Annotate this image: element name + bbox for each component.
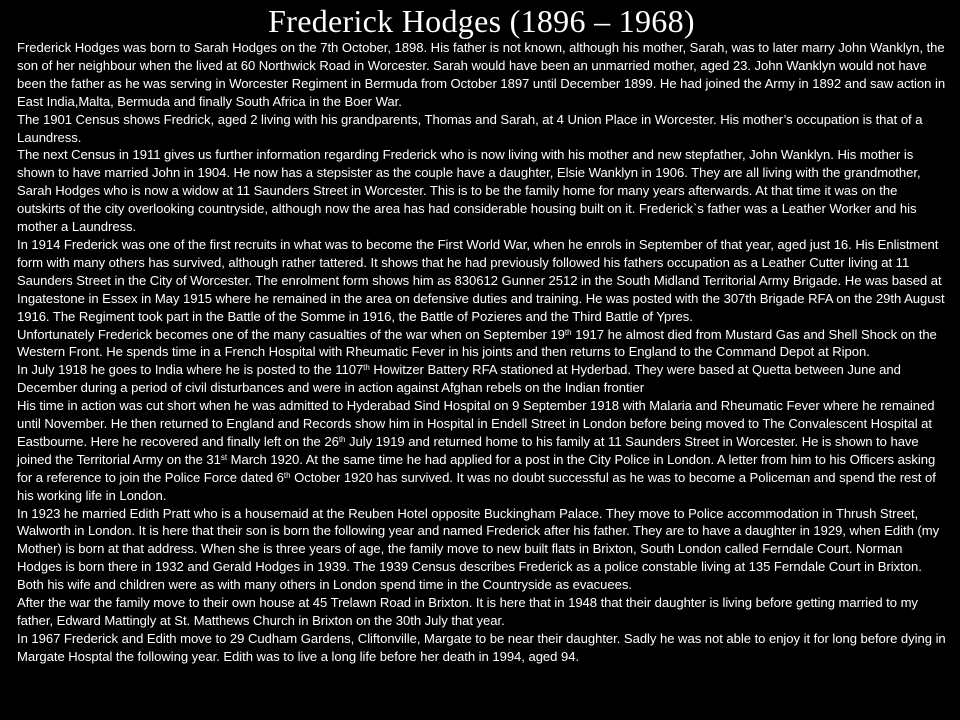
paragraph [17,39,946,111]
paragraph [17,594,946,630]
paragraph-text: Frederick Hodges was born to Sarah Hodges on the 7th October, 1898. His father is not known, although his mother, Sarah, was to later marry John Wanklyn, the son of her neighbour when the lived at 60 Northwick Road in Worcester. Sarah would have been an unmarried mother, aged 23. John Wanklyn would not have been the father as he was serving in Worcester Regiment in Bermuda from October 1897 until December 1899. He had joined the Army in 1892 and saw action in East India,Malta, Bermuda and finally South Africa in the Boer War. [17,40,946,109]
paragraph [17,630,946,666]
paragraph-text: July 1919 and returned home to his family at 11 Saunders Street in Worcester. He is shown to have joined the Territorial Army on the 31 [17,433,919,467]
ordinal-suffix: st [220,452,228,462]
paragraph-text: Unfortunately Frederick becomes one of the many casualties of the war when on September 19 [17,326,565,342]
ordinal-suffix: th [283,470,291,480]
paragraph [17,361,946,397]
paragraph [17,326,946,362]
paragraph [17,505,946,595]
paragraph-text: March 1920. At the same time he had applied for a post in the City Police in London. A letter from him to his Officers asking for a reference to join the Police Force dated 6 [17,451,936,485]
ordinal-suffix: th [338,434,346,444]
paragraph [17,146,946,236]
ordinal-suffix: th [564,327,572,337]
paragraph [17,397,946,504]
paragraph-text: Howitzer Battery RFA stationed at Hyderbad. They were based at Quetta between June and December during a period of civil disturbances and were in action against Afghan rebels on the Indian frontier [17,362,901,396]
paragraph-text: In 1967 Frederick and Edith move to 29 Cudham Gardens, Cliftonville, Margate to be near their daughter. Sadly he was not able to enjoy it for long before dying in Margate Hosptal the following year. Edith was to live a long life before her death in 1994, aged 94. [17,630,946,664]
ordinal-suffix: th [363,363,370,373]
paragraph-text: In 1923 he married Edith Pratt who is a housemaid at the Reuben Hotel opposite Buckingham Palace. They move to Police accommodation in Thrush Street, Walworth in London. It is here that their son is born the following year and named Frederick after his father. They are to have a daughter in 1929, when Edith (my Mother) is born at that address. When she is three years of age, the family move to new built flats in Brixton, South London called Ferndale Court. Norman Hodges is born there in 1932 and Gerald Hodges in 1939. The 1939 Census describes Frederick as a police constable living at 135 Ferndale Court in Brixton. Both his wife and children were as with many others in London spend time in the Countryside as evacuees. [17,505,940,593]
paragraph-text: October 1920 has survived. It was no doubt successful as he was to become a Policeman and spend the rest of his working life in London. [17,469,936,503]
page-title: Frederick Hodges (1896 – 1968) [268,3,695,39]
paragraph-text: His time in action was cut short when he was admitted to Hyderabad Sind Hospital on 9 September 1918 with Malaria and Rheumatic Fever where he remained until November. He then returned to England and Records show him in Hospital in Endell Street in London before being moved to The Convalescent Hospital at Eastbourne. Here he recovered and finally left on the 26 [17,398,935,449]
paragraph-text: In 1914 Frederick was one of the first recruits in what was to become the First World War, when he enrols in September of that year, aged just 16. His Enlistment form with many others has survived, although rather tattered. It shows that he had previously followed his fathers occupation as a Leather Cutter living at 11 Saunders Street in the City of Worcester. The enrolment form shows him as 830612 Gunner 2512 in the South Midland Territorial Army Brigade. He was based at Ingatestone in Essex in May 1915 where he remained in the area on defensive duties and training. He was posted with the 307th Brigade RFA on the 29th August 1916. The Regiment took part in the Battle of the Somme in 1916, the Battle of Pozieres and the Third Battle of Ypres. [17,236,945,324]
paragraph-text: 1917 he almost died from Mustard Gas and Shell Shock on the Western Front. He spends time in a French Hospital with Rheumatic Fever in his joints and then returns to England to the Command Depot at Ripon. [17,326,937,360]
paragraph-text: The next Census in 1911 gives us further information regarding Frederick who is now living with his mother and new stepfather, John Wanklyn. His mother is shown to have married John in 1904. He now has a stepsister as the couple have a daughter, Elsie Wanklyn in 1906. They are all living with the grandmother, Sarah Hodges who is now a widow at 11 Saunders Street in Worcester. This is to be the family home for many years afterwards. At that time it was on the outskirts of the city overlooking countryside, although now the area has had considerable housing built on it. Frederick`s father was a Leather Worker and his mother a Laundress. [17,147,921,235]
paragraph [17,236,946,326]
paragraph-text: In July 1918 he goes to India where he is posted to the 1107 [17,362,364,378]
body-text [17,39,946,666]
paragraph-text: The 1901 Census shows Fredrick, aged 2 living with his grandparents, Thomas and Sarah, at 4 Union Place in Worcester. His mother’s occupation is that of a Laundress. [17,111,923,145]
paragraph [17,111,946,147]
paragraph-text: After the war the family move to their own house at 45 Trelawn Road in Brixton. It is here that in 1948 that their daughter is living before getting married to my father, Edward Mattingly at St. Matthews Church in Brixton on the 30th July that year. [17,595,918,628]
